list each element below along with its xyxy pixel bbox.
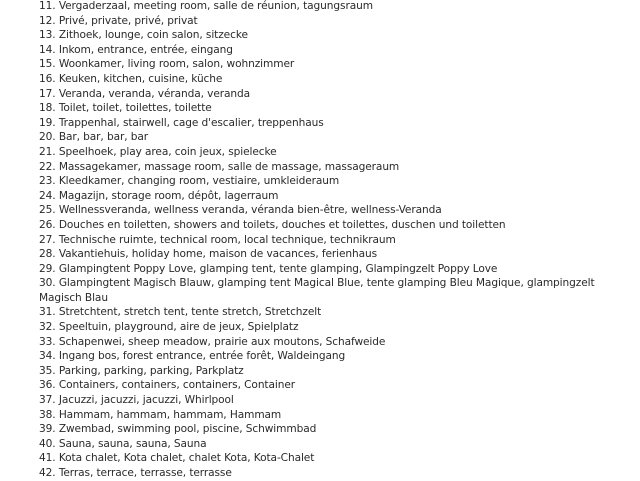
legend-line-25: 25. Wellnessveranda, wellness veranda, véranda bien-être, wellness-Veranda [39,204,442,217]
legend-line-42: 42. Terras, terrace, terrasse, terrasse [39,467,232,479]
legend-line-16: 16. Keuken, kitchen, cuisine, küche [39,72,223,85]
legend-line-29: 29. Glampingtent Poppy Love, glamping tent, tente glamping, Glampingzelt Poppy Love [39,262,498,275]
legend-line-12: 12. Privé, private, privé, privat [39,14,198,27]
legend-line-15: 15. Woonkamer, living room, salon, wohnzimmer [39,58,295,71]
legend-line-26: 26. Douches en toiletten, showers and toilets, douches et toilettes, duschen und toiletten [39,218,506,231]
legend-line-34: 34. Ingang bos, forest entrance, entrée forêt, Waldeingang [39,350,346,363]
legend-line-22: 22. Massagekamer, massage room, salle de massage, massageraum [39,160,400,173]
room-legend-list [39,0,635,481]
legend-line-35: 35. Parking, parking, parking, Parkplatz [39,364,244,377]
legend-line-11: 11. Vergaderzaal, meeting room, salle de réunion, tagungsraum [39,0,373,12]
legend-line-23: 23. Kleedkamer, changing room, vestiaire, umkleideraum [39,175,340,188]
legend-line-36: 36. Containers, containers, containers, Container [39,379,296,392]
legend-line-33: 33. Schapenwei, sheep meadow, prairie aux moutons, Schafweide [39,335,386,348]
legend-line-21: 21. Speelhoek, play area, coin jeux, spielecke [39,145,277,158]
legend-line-28: 28. Vakantiehuis, holiday home, maison de vacances, ferienhaus [39,248,378,261]
legend-line-14: 14. Inkom, entrance, entrée, eingang [39,43,233,56]
legend-line-32: 32. Speeltuin, playground, aire de jeux, Spielplatz [39,321,299,334]
legend-line-41: 41. Kota chalet, Kota chalet, chalet Kota, Kota-Chalet [39,452,315,465]
legend-line-19: 19. Trappenhal, stairwell, cage d'escalier, treppenhaus [39,116,324,129]
legend-line-13: 13. Zithoek, lounge, coin salon, sitzecke [39,29,248,42]
legend-line-24: 24. Magazijn, storage room, dépôt, lagerraum [39,189,279,202]
legend-line-30: 30. Glampingtent Magisch Blauw, glamping tent Magical Blue, tente glamping Bleu Magique, glampingzelt Magisch Blau [39,277,595,304]
legend-line-27: 27. Technische ruimte, technical room, local technique, technikraum [39,233,396,246]
legend-line-31: 31. Stretchtent, stretch tent, tente stretch, Stretchzelt [39,306,322,319]
legend-line-40: 40. Sauna, sauna, sauna, Sauna [39,437,207,450]
legend-line-20: 20. Bar, bar, bar, bar [39,131,149,144]
legend-line-39: 39. Zwembad, swimming pool, piscine, Schwimmbad [39,423,317,436]
legend-line-18: 18. Toilet, toilet, toilettes, toilette [39,102,212,115]
legend-line-17: 17. Veranda, veranda, véranda, veranda [39,87,251,100]
legend-line-38: 38. Hammam, hammam, hammam, Hammam [39,408,282,421]
legend-line-37: 37. Jacuzzi, jacuzzi, jacuzzi, Whirlpool [39,394,234,407]
